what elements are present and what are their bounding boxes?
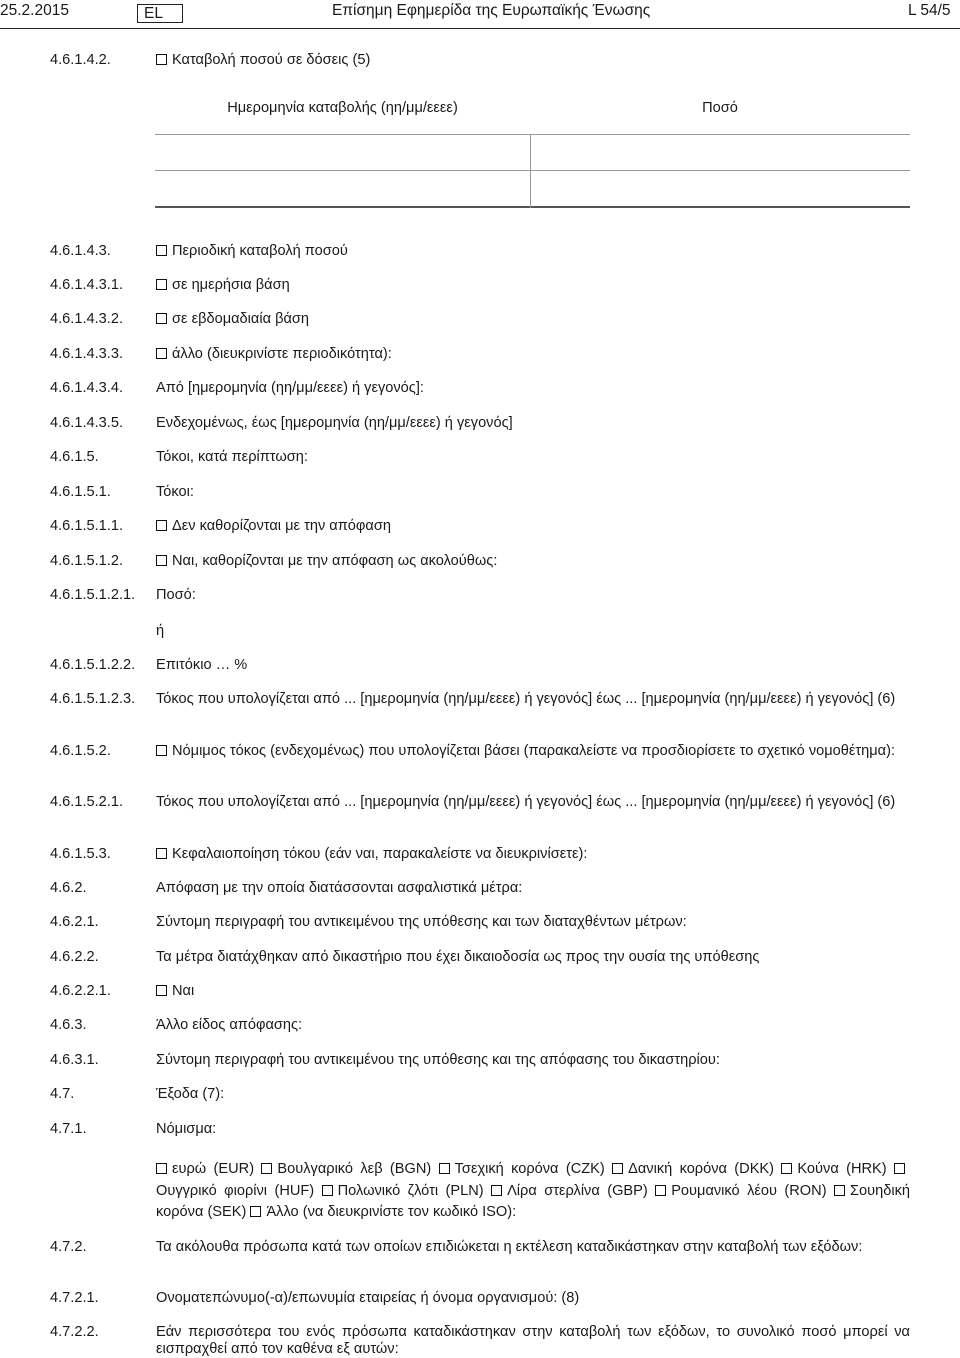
text: Άλλο (να διευκρινίστε τον κωδικό ISO): — [266, 1204, 517, 1220]
section-number: 4.6.1.5.1.2.3. — [50, 691, 136, 707]
text: σε εβδομαδιαία βάση — [172, 311, 310, 327]
page-number: L 54/5 — [908, 2, 951, 19]
checkbox-hrk[interactable] — [781, 1163, 792, 1174]
section-text — [156, 277, 910, 294]
section-text: Σύντομη περιγραφή του αντικειμένου της υπόθεσης και της απόφασης του δικαστηρίου: — [156, 1052, 720, 1068]
checkbox-bgn[interactable] — [261, 1163, 272, 1174]
section-text: Από [ημερομηνία (ηη/μμ/εεεε) ή γεγονός]: — [156, 380, 424, 396]
section-text: Επιτόκιο … % — [156, 657, 248, 673]
section-text: Σύντομη περιγραφή του αντικειμένου της υπόθεσης και των διαταχθέντων μέτρων: — [156, 914, 687, 930]
section-text: Ενδεχομένως, έως [ημερομηνία (ηη/μμ/εεεε) ή γεγονός] — [156, 415, 513, 431]
column-header-date: Ημερομηνία καταβολής (ηη/μμ/εεεε) — [227, 100, 458, 116]
section-text: Νόμισμα: — [156, 1121, 217, 1137]
section-text — [156, 243, 910, 260]
checkbox-ron[interactable] — [655, 1185, 666, 1196]
text: Λίρα στερλίνα (GBP) — [507, 1182, 648, 1199]
text: σε ημερήσια βάση — [172, 277, 290, 293]
section-number: 4.6.1.4.2. — [50, 52, 111, 68]
section-number: 4.6.2.1. — [50, 914, 99, 930]
page-header — [0, 0, 960, 26]
section-text: Απόφαση με την οποία διατάσσονται ασφαλιστικά μέτρα: — [156, 880, 523, 896]
section-number: 4.6.1.5.1.2.1. — [50, 587, 136, 603]
section-number: 4.6.2.2. — [50, 949, 99, 965]
section-text: Τα μέτρα διατάχθηκαν από δικαστήριο που έχει δικαιοδοσία ως προς την ουσία της υπόθεσης — [156, 949, 760, 965]
language-code: EL — [137, 4, 183, 23]
section-number: 4.7.2.1. — [50, 1290, 99, 1306]
section-number: 4.7.2.2. — [50, 1324, 99, 1340]
text: Βουλγαρικό λεβ (BGN) — [277, 1161, 432, 1177]
checkbox[interactable] — [156, 848, 167, 859]
section-number: 4.6.1.4.3.1. — [50, 277, 124, 293]
section-text: Εάν περισσότερα του ενός πρόσωπα καταδικάστηκαν στην καταβολή των εξόδων, το συνολικό ποσό μπορεί να εισπραχθεί από τον καθένα εξ αυτών: — [156, 1324, 910, 1357]
section-text: Έξοδα (7): — [156, 1086, 225, 1102]
checkbox-czk[interactable] — [439, 1163, 450, 1174]
section-text: Ονοματεπώνυμο(-α)/επωνυμία εταιρείας ή όνομα οργανισμού: (8) — [156, 1290, 580, 1306]
checkbox[interactable] — [156, 520, 167, 531]
section-number: 4.6.2. — [50, 880, 87, 896]
text: Πολωνικό ζλότι (PLN) — [337, 1182, 484, 1199]
publication-date: 25.2.2015 — [0, 2, 69, 19]
section-text — [156, 52, 910, 69]
section-text — [156, 346, 910, 363]
section-text — [156, 553, 910, 570]
text: ευρώ (EUR) — [172, 1161, 255, 1177]
checkbox[interactable] — [156, 348, 167, 359]
text: Ουγγρικό φιορίνι (HUF) — [156, 1182, 315, 1199]
text: Τσεχική κορόνα (CZK) — [454, 1161, 605, 1177]
section-number: 4.6.1.5.2.1. — [50, 794, 124, 810]
header-rule — [0, 28, 960, 29]
checkbox-gbp[interactable] — [491, 1185, 502, 1196]
checkbox[interactable] — [156, 245, 167, 256]
checkbox[interactable] — [156, 985, 167, 996]
checkbox-pln[interactable] — [322, 1185, 333, 1196]
section-number: 4.6.1.4.3.4. — [50, 380, 124, 396]
text: άλλο (διευκρινίστε περιοδικότητα): — [172, 346, 392, 362]
table-rule — [155, 206, 910, 208]
section-number: 4.6.1.5.1.1. — [50, 518, 124, 534]
text: Περιοδική καταβολή ποσού — [172, 243, 348, 259]
checkbox[interactable] — [156, 54, 167, 65]
checkbox-dkk[interactable] — [612, 1163, 623, 1174]
text: Ρουμανικό λέου (RON) — [671, 1182, 827, 1199]
checkbox-eur[interactable] — [156, 1163, 167, 1174]
section-number: 4.6.3.1. — [50, 1052, 99, 1068]
section-text: Άλλο είδος απόφασης: — [156, 1017, 303, 1033]
section-text: Τόκος που υπολογίζεται από ... [ημερομηνία (ηη/μμ/εεεε) ή γεγονός] έως ... [ημερομηνία (ηη/μμ/εεεε) ή γεγονός] (6) — [156, 691, 896, 707]
section-text: ή — [156, 623, 165, 639]
section-text — [156, 846, 910, 863]
text: Κεφαλαιοποίηση τόκου (εάν ναι, παρακαλείστε να διευκρινίσετε): — [172, 846, 588, 862]
column-header-amount: Ποσό — [702, 100, 738, 116]
section-label: Καταβολή ποσού σε δόσεις (5) — [172, 52, 371, 68]
checkbox[interactable] — [156, 555, 167, 566]
section-number: 4.6.1.5.1. — [50, 484, 111, 500]
section-text: Τόκοι, κατά περίπτωση: — [156, 449, 308, 465]
table-rule — [155, 134, 910, 135]
text: Κούνα (HRK) — [797, 1161, 887, 1177]
checkbox[interactable] — [156, 313, 167, 324]
table-rule — [155, 170, 910, 171]
journal-title: Επίσημη Εφημερίδα της Ευρωπαϊκής Ένωσης — [332, 2, 651, 19]
section-number: 4.6.1.4.3.3. — [50, 346, 124, 362]
section-text — [156, 311, 910, 328]
section-number: 4.6.3. — [50, 1017, 87, 1033]
section-text: Ποσό: — [156, 587, 196, 603]
section-text: Τόκος που υπολογίζεται από ... [ημερομηνία (ηη/μμ/εεεε) ή γεγονός] έως ... [ημερομηνία (ηη/μμ/εεεε) ή γεγονός] (6) — [156, 794, 896, 810]
checkbox-other[interactable] — [250, 1206, 261, 1217]
table-divider — [530, 134, 531, 208]
section-text: Τόκοι: — [156, 484, 194, 500]
section-number: 4.6.1.5.3. — [50, 846, 111, 862]
section-number: 4.7.2. — [50, 1239, 87, 1255]
instalments-table — [155, 92, 910, 208]
section-text — [156, 983, 910, 1000]
section-number: 4.6.1.5.1.2.2. — [50, 657, 136, 673]
section-text — [156, 743, 910, 760]
checkbox-huf[interactable] — [894, 1163, 905, 1174]
section-number: 4.6.1.4.3.5. — [50, 415, 124, 431]
section-number: 4.7. — [50, 1086, 75, 1102]
section-number: 4.6.1.5. — [50, 449, 99, 465]
text: Δανική κορόνα (DKK) — [628, 1161, 775, 1177]
checkbox[interactable] — [156, 279, 167, 290]
section-number: 4.6.1.4.3. — [50, 243, 111, 259]
section-number: 4.6.2.2.1. — [50, 983, 111, 999]
section-text — [156, 1159, 910, 1224]
section-text — [156, 518, 910, 535]
section-number: 4.6.1.5.1.2. — [50, 553, 124, 569]
section-number: 4.7.1. — [50, 1121, 87, 1137]
section-number: 4.6.1.4.3.2. — [50, 311, 124, 327]
text: Ναι, καθορίζονται με την απόφαση ως ακολούθως: — [172, 553, 498, 569]
section-text: Τα ακόλουθα πρόσωπα κατά των οποίων επιδιώκεται η εκτέλεση καταδικάστηκαν στην καταβολή των εξόδων: — [156, 1239, 863, 1255]
text: Νόμιμος τόκος (ενδεχομένως) που υπολογίζεται βάσει (παρακαλείστε να προσδιορίσετε το σχετικό νομοθέτημα): — [172, 743, 896, 759]
checkbox-sek[interactable] — [834, 1185, 845, 1196]
section-number: 4.6.1.5.2. — [50, 743, 111, 759]
text: Ναι — [172, 983, 195, 999]
text: Δεν καθορίζονται με την απόφαση — [172, 518, 391, 534]
text: Σουηδική κορόνα (SEK) — [156, 1182, 911, 1220]
checkbox[interactable] — [156, 745, 167, 756]
